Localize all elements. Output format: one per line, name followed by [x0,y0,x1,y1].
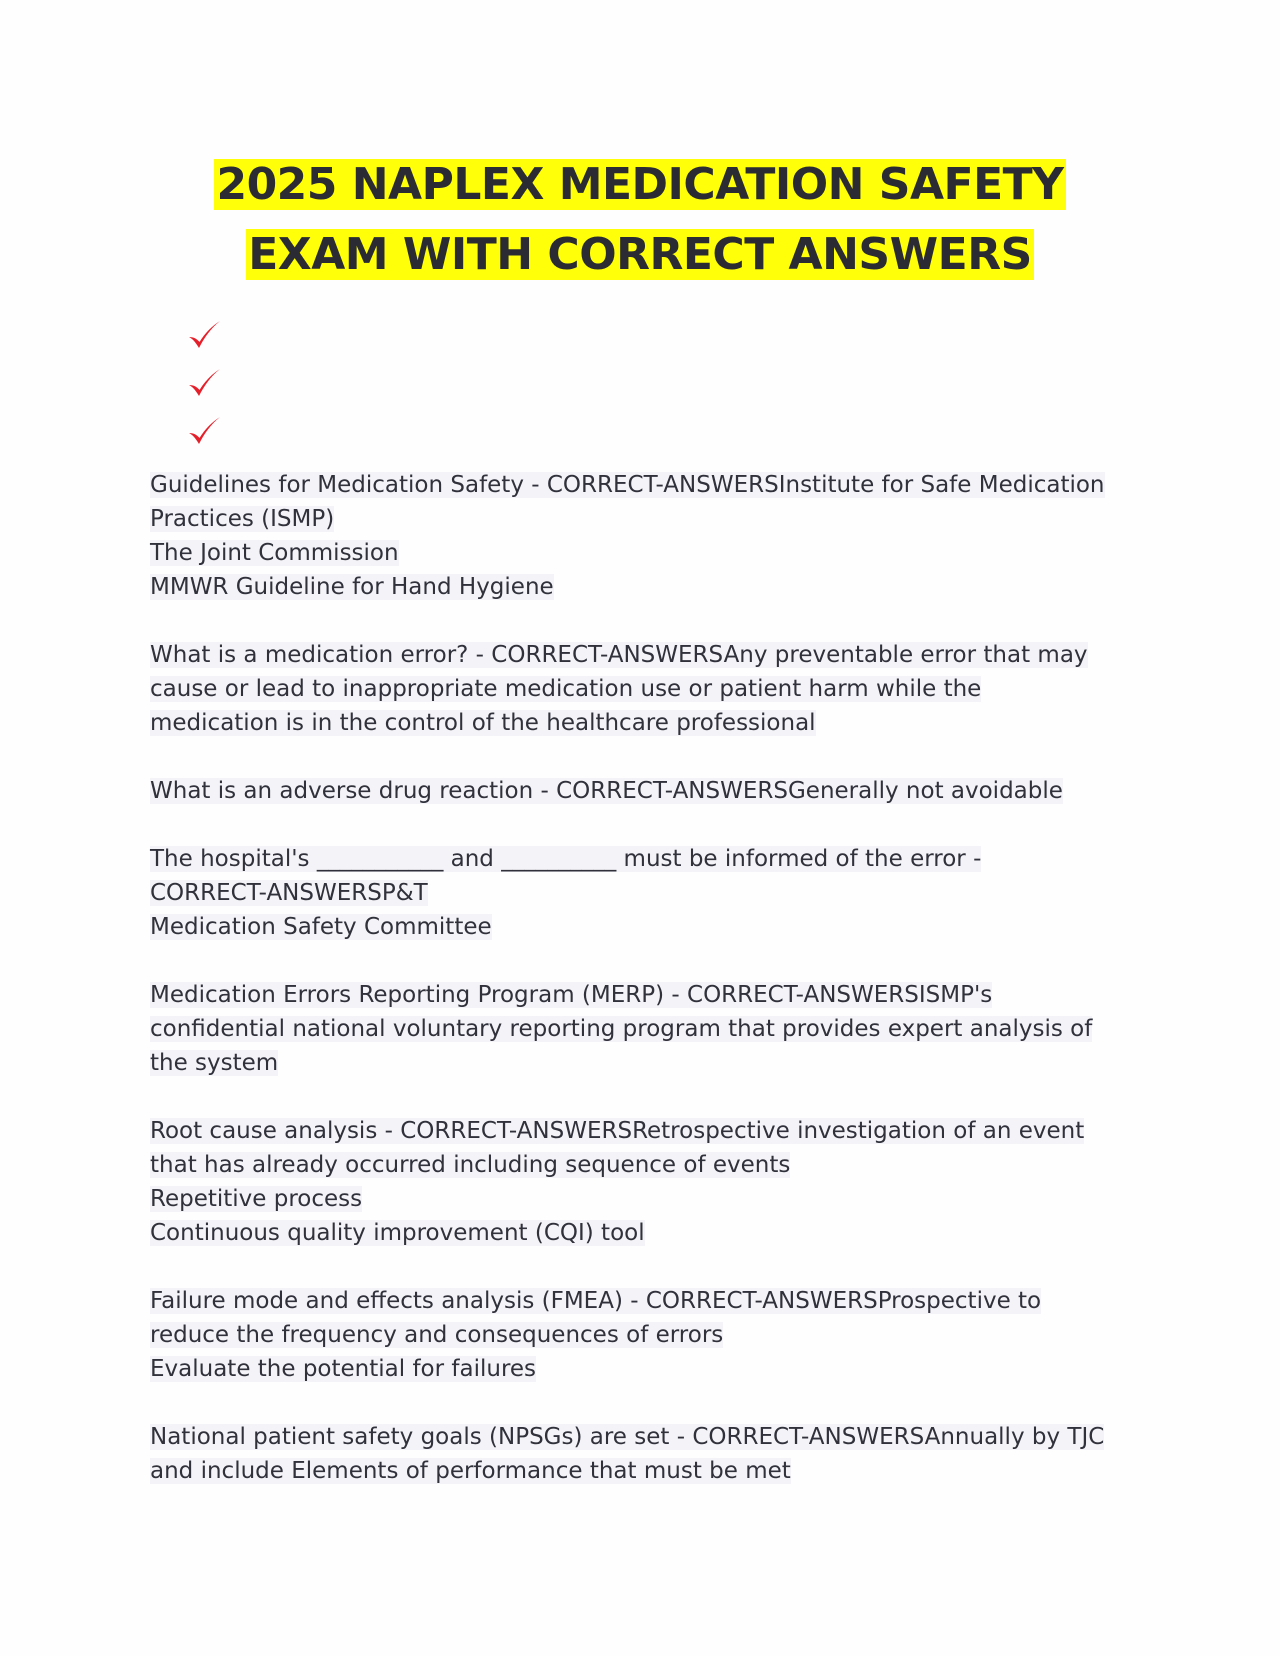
text-line: reduce the frequency and consequences of errors [150,1322,724,1348]
text-line: CORRECT-ANSWERSP&T [150,880,428,906]
qa-entry [150,842,1130,944]
qa-entry [150,1114,1130,1250]
title-line-2: EXAM WITH CORRECT ANSWERS [248,229,1032,280]
qa-entry [150,1284,1130,1386]
qa-entry [150,1420,1130,1488]
qa-entry [150,978,1130,1080]
check-list [186,318,246,462]
text-line: Medication Safety Committee [150,914,492,940]
text-line: The Joint Commission [150,540,399,566]
check-icon [186,366,226,414]
text-line: What is an adverse drug reaction - CORRECT-ANSWERSGenerally not avoidable [150,778,1063,804]
text-line: Root cause analysis - CORRECT-ANSWERSRetrospective investigation of an event [150,1118,1085,1144]
qa-entry [150,638,1130,740]
text-line: Guidelines for Medication Safety - CORRECT-ANSWERSInstitute for Safe Medication [150,472,1105,498]
text-line: confidential national voluntary reporting program that provides expert analysis of [150,1016,1093,1042]
text-line: National patient safety goals (NPSGs) are set - CORRECT-ANSWERSAnnually by TJC [150,1424,1105,1450]
text-line: that has already occurred including sequence of events [150,1152,791,1178]
document-title [150,150,1130,290]
check-icon [186,318,226,366]
qa-content [150,468,1130,1522]
text-line: Repetitive process [150,1186,363,1212]
text-line: Medication Errors Reporting Program (MERP) - CORRECT-ANSWERSISMP's [150,982,993,1008]
text-line: and include Elements of performance that must be met [150,1458,791,1484]
text-line: the system [150,1050,279,1076]
text-line: medication is in the control of the healthcare professional [150,710,816,736]
check-icon [186,414,226,462]
text-line: What is a medication error? - CORRECT-ANSWERSAny preventable error that may [150,642,1088,668]
qa-entry [150,774,1130,808]
qa-entry [150,468,1130,604]
text-line: MMWR Guideline for Hand Hygiene [150,574,554,600]
text-line: The hospital's ___________ and __________ must be informed of the error - [150,846,982,872]
text-line: Continuous quality improvement (CQI) tool [150,1220,645,1246]
text-line: cause or lead to inappropriate medication use or patient harm while the [150,676,982,702]
text-line: Practices (ISMP) [150,506,335,532]
text-line: Evaluate the potential for failures [150,1356,537,1382]
title-line-1: 2025 NAPLEX MEDICATION SAFETY [216,159,1064,210]
text-line: Failure mode and effects analysis (FMEA) - CORRECT-ANSWERSProspective to [150,1288,1042,1314]
